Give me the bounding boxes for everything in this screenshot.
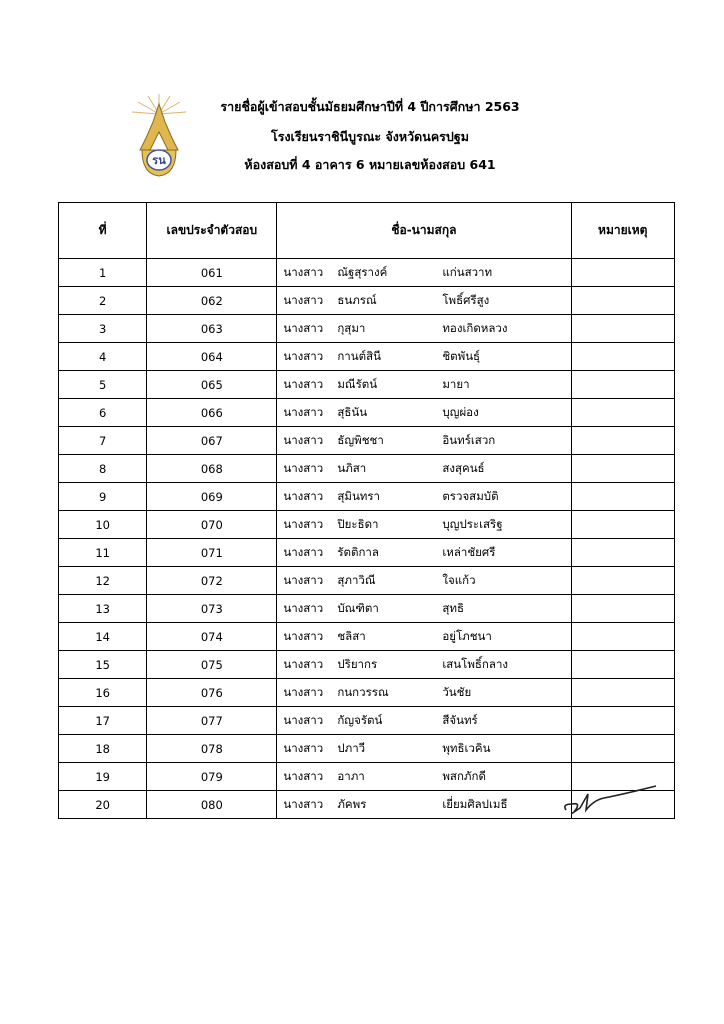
- last-name: ชิตพันธุ์: [442, 348, 481, 363]
- svg-text:รน: รน: [152, 154, 166, 167]
- last-name: พุทธิเวคิน: [442, 740, 491, 755]
- student-name: [277, 511, 571, 539]
- student-name: [277, 567, 571, 595]
- row-number: 14: [59, 623, 147, 651]
- row-number: 5: [59, 371, 147, 399]
- exam-id: 070: [147, 511, 277, 539]
- table-header-row: [59, 203, 675, 259]
- student-name: [277, 343, 571, 371]
- note-cell: [571, 595, 675, 623]
- header-full-name: ชื่อ-นามสกุล: [277, 203, 571, 259]
- first-name: กัญจรัตน์: [337, 712, 383, 727]
- note-cell: [571, 427, 675, 455]
- note-cell: [571, 343, 675, 371]
- exam-id: 061: [147, 259, 277, 287]
- name-prefix: นางสาว: [283, 740, 324, 755]
- row-number: 18: [59, 735, 147, 763]
- header-exam-id: เลขประจำตัวสอบ: [147, 203, 277, 259]
- name-prefix: นางสาว: [283, 376, 324, 391]
- name-prefix: นางสาว: [283, 544, 324, 559]
- last-name: ตรวจสมบัติ: [442, 488, 499, 503]
- row-number: 11: [59, 539, 147, 567]
- last-name: มายา: [442, 376, 470, 391]
- table-row: [59, 539, 675, 567]
- last-name: สีจันทร์: [442, 712, 478, 727]
- name-prefix: นางสาว: [283, 572, 324, 587]
- name-prefix: นางสาว: [283, 320, 324, 335]
- first-name: สุมินทรา: [337, 488, 381, 503]
- exam-id: 079: [147, 763, 277, 791]
- exam-id: 072: [147, 567, 277, 595]
- table-row: [59, 623, 675, 651]
- exam-id: 078: [147, 735, 277, 763]
- student-name: [277, 287, 571, 315]
- first-name: รัตติกาล: [337, 544, 379, 559]
- name-prefix: นางสาว: [283, 432, 324, 447]
- first-name: ปิยะธิดา: [337, 516, 379, 531]
- last-name: เสนโพธิ์กลาง: [442, 656, 509, 671]
- exam-id: 062: [147, 287, 277, 315]
- table-row: [59, 399, 675, 427]
- name-prefix: นางสาว: [283, 516, 324, 531]
- student-name: [277, 735, 571, 763]
- table-row: [59, 511, 675, 539]
- student-name: [277, 679, 571, 707]
- table-row: [59, 707, 675, 735]
- exam-id: 064: [147, 343, 277, 371]
- name-prefix: นางสาว: [283, 404, 324, 419]
- school-emblem-logo: [128, 92, 190, 178]
- note-cell: [571, 287, 675, 315]
- student-name: [277, 763, 571, 791]
- student-name: [277, 399, 571, 427]
- last-name: อินทร์เสวก: [442, 432, 496, 447]
- first-name: ณัฐสุรางค์: [337, 264, 388, 279]
- note-cell: [571, 623, 675, 651]
- note-cell: [571, 259, 675, 287]
- row-number: 19: [59, 763, 147, 791]
- row-number: 12: [59, 567, 147, 595]
- last-name: บุญประเสริฐ: [442, 516, 503, 531]
- name-prefix: นางสาว: [283, 768, 324, 783]
- school-name: โรงเรียนราชินีบูรณะ จังหวัดนครปฐม: [271, 129, 469, 144]
- name-prefix: นางสาว: [283, 656, 324, 671]
- last-name: อยู่โภชนา: [442, 628, 492, 643]
- name-prefix: นางสาว: [283, 628, 324, 643]
- note-cell: [571, 315, 675, 343]
- name-prefix: นางสาว: [283, 600, 324, 615]
- student-name: [277, 483, 571, 511]
- row-number: 20: [59, 791, 147, 819]
- row-number: 8: [59, 455, 147, 483]
- exam-id: 080: [147, 791, 277, 819]
- row-number: 2: [59, 287, 147, 315]
- note-cell: [571, 511, 675, 539]
- first-name: สุภาวิณี: [337, 572, 376, 587]
- name-prefix: นางสาว: [283, 264, 324, 279]
- exam-id: 071: [147, 539, 277, 567]
- table-row: [59, 315, 675, 343]
- note-cell: [571, 651, 675, 679]
- note-cell: [571, 567, 675, 595]
- table-row: [59, 455, 675, 483]
- last-name: เยี่ยมศิลปเมธี: [442, 796, 508, 811]
- table-row: [59, 483, 675, 511]
- student-name: [277, 651, 571, 679]
- exam-id: 076: [147, 679, 277, 707]
- first-name: สุธินัน: [337, 404, 368, 419]
- name-prefix: นางสาว: [283, 348, 324, 363]
- row-number: 9: [59, 483, 147, 511]
- header-no: ที่: [59, 203, 147, 259]
- row-number: 15: [59, 651, 147, 679]
- exam-id: 075: [147, 651, 277, 679]
- note-cell: [571, 679, 675, 707]
- student-name: [277, 427, 571, 455]
- exam-id: 068: [147, 455, 277, 483]
- last-name: พสกภักดี: [442, 768, 486, 783]
- row-number: 6: [59, 399, 147, 427]
- first-name: อาภา: [337, 768, 365, 783]
- first-name: ปภาวี: [337, 740, 366, 755]
- student-name: [277, 707, 571, 735]
- first-name: นภิสา: [337, 460, 367, 475]
- last-name: โพธิ์ศรีสูง: [442, 292, 490, 307]
- last-name: บุญผ่อง: [442, 404, 479, 419]
- row-number: 7: [59, 427, 147, 455]
- exam-room-info: ห้องสอบที่ 4 อาคาร 6 หมายเลขห้องสอบ 641: [244, 157, 496, 172]
- name-prefix: นางสาว: [283, 460, 324, 475]
- first-name: ธนภรณ์: [337, 292, 377, 307]
- last-name: ทองเกิดหลวง: [442, 320, 508, 335]
- row-number: 10: [59, 511, 147, 539]
- exam-id: 073: [147, 595, 277, 623]
- note-cell: [571, 455, 675, 483]
- row-number: 4: [59, 343, 147, 371]
- last-name: แก่นสวาท: [442, 264, 493, 279]
- first-name: ชลิสา: [337, 628, 366, 643]
- student-name: [277, 371, 571, 399]
- first-name: กนกวรรณ: [337, 684, 389, 699]
- note-cell: [571, 399, 675, 427]
- name-prefix: นางสาว: [283, 684, 324, 699]
- handwritten-signature: [560, 782, 660, 818]
- exam-id: 065: [147, 371, 277, 399]
- student-name: [277, 455, 571, 483]
- student-name: [277, 259, 571, 287]
- last-name: ใจแก้ว: [442, 572, 476, 587]
- exam-id: 069: [147, 483, 277, 511]
- name-prefix: นางสาว: [283, 796, 324, 811]
- exam-id: 077: [147, 707, 277, 735]
- table-row: [59, 259, 675, 287]
- table-row: [59, 343, 675, 371]
- note-cell: [571, 707, 675, 735]
- table-row: [59, 427, 675, 455]
- note-cell: [571, 483, 675, 511]
- first-name: กุสุมา: [337, 320, 366, 335]
- table-row: [59, 735, 675, 763]
- student-name: [277, 791, 571, 819]
- name-prefix: นางสาว: [283, 488, 324, 503]
- last-name: เหล่าชัยศรี: [442, 544, 496, 559]
- name-prefix: นางสาว: [283, 292, 324, 307]
- note-cell: [571, 735, 675, 763]
- table-row: [59, 595, 675, 623]
- exam-id: 067: [147, 427, 277, 455]
- row-number: 13: [59, 595, 147, 623]
- student-name: [277, 539, 571, 567]
- first-name: ธัญพิชชา: [337, 432, 384, 447]
- exam-id: 066: [147, 399, 277, 427]
- row-number: 1: [59, 259, 147, 287]
- student-name: [277, 315, 571, 343]
- row-number: 16: [59, 679, 147, 707]
- last-name: สุทธิ: [442, 600, 464, 615]
- table-row: [59, 679, 675, 707]
- row-number: 3: [59, 315, 147, 343]
- note-cell: [571, 371, 675, 399]
- row-number: 17: [59, 707, 147, 735]
- first-name: บัณฑิตา: [337, 600, 379, 615]
- header-note: หมายเหตุ: [571, 203, 675, 259]
- table-row: [59, 371, 675, 399]
- first-name: กานต์สินี: [337, 348, 381, 363]
- exam-id: 074: [147, 623, 277, 651]
- last-name: วันชัย: [442, 684, 472, 699]
- note-cell: [571, 539, 675, 567]
- student-name: [277, 595, 571, 623]
- first-name: มณีรัตน์: [337, 376, 378, 391]
- name-prefix: นางสาว: [283, 712, 324, 727]
- table-row: [59, 567, 675, 595]
- student-name: [277, 623, 571, 651]
- table-row: [59, 287, 675, 315]
- document-title: รายชื่อผู้เข้าสอบชั้นมัธยมศึกษาปีที่ 4 ปีการศึกษา 2563: [220, 99, 520, 114]
- student-list-table: [58, 202, 675, 819]
- last-name: สงสุคนธ์: [442, 460, 485, 475]
- first-name: ภัคพร: [337, 796, 367, 811]
- exam-id: 063: [147, 315, 277, 343]
- table-row: [59, 651, 675, 679]
- first-name: ปริยากร: [337, 656, 378, 671]
